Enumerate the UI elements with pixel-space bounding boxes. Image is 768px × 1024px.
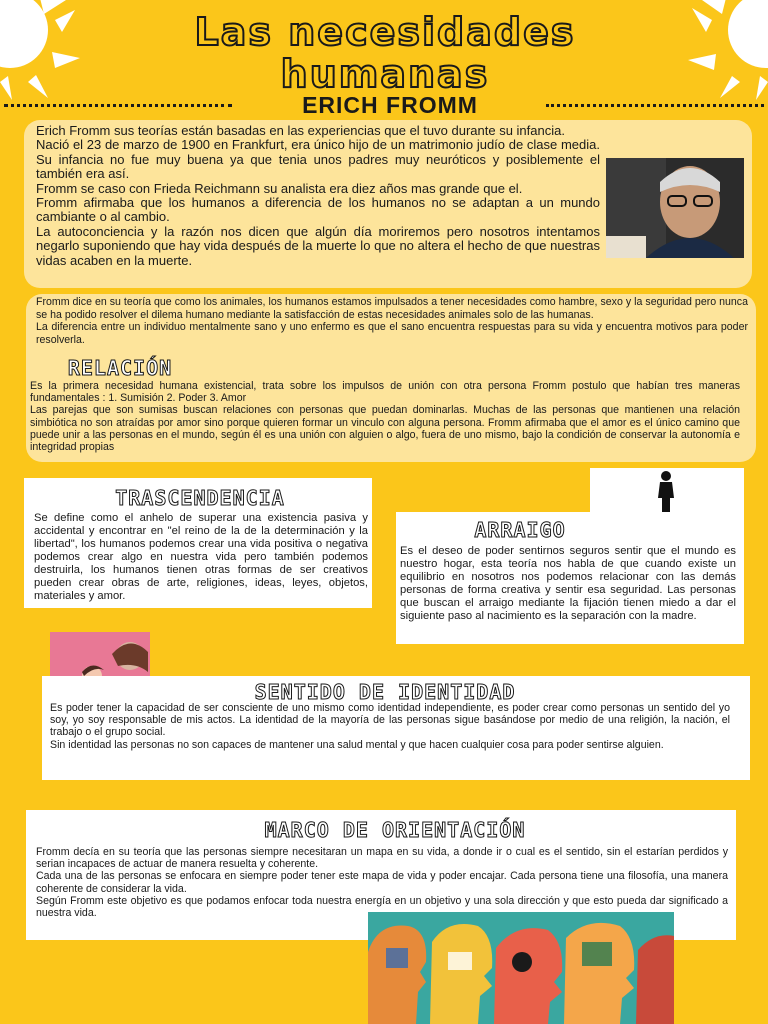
bio-paragraph: Erich Fromm sus teorías están basadas en las experiencias que el tuvo durante su infancia. bbox=[36, 123, 565, 138]
identidad-text bbox=[50, 702, 730, 751]
trascendencia-text: Se define como el anhelo de superar una existencia pasiva y accidental y encontrar en "el reino de la de la determinación y la libertad", los humanos podemos crear una vida positiva o negativa podemos crear algo en nuestra vida pero también podemos destruirla, los humanos tienen otras formas de ser creativos pueden crear obras de arte, religiones, ideas, leyes, objetos, materiales y amor. bbox=[34, 512, 368, 602]
relacion-paragraph: Es la primera necesidad humana existencial, trata sobre los impulsos de unión con otra persona Fromm postulo que habían tres maneras fundamentales : 1. Sumisión 2. Poder 3. Amor bbox=[30, 380, 740, 405]
intro-text bbox=[36, 296, 748, 346]
orientacion-text bbox=[36, 846, 728, 919]
divider-right bbox=[546, 104, 764, 107]
subtitle-author: ERICH FROMM bbox=[302, 92, 478, 118]
orientacion-paragraph: Cada una de las personas se enfocara en siempre poder tener este mapa de vida y poder encajar. Cada persona tiene una filosofía, una manera coherente de considerar la vida. bbox=[36, 870, 728, 895]
bio-paragraph: Fromm afirmaba que los humanos a diferencia de los humanos no se adaptan a un mundo cambiante o al cambio. bbox=[36, 195, 600, 225]
sun-left-icon bbox=[0, 0, 110, 100]
intro-paragraph: Fromm dice en su teoría que como los animales, los humanos estamos impulsados a tener necesidades como hambre, sexo y la seguridad pero nunca se ha podido resolver el dilema humano mediante la satisfacción de estas necesidades animales solo de las humanas. bbox=[36, 296, 748, 321]
relacion-paragraph: Las parejas que son sumisas buscan relaciones con personas que puedan dominarlas. Muchas de las personas que mantienen una relación simbiótica no son atraídas por amor sino porque quieren formar un vinculo con alguna persona. Fromm afirmaba que el amor es el único camino que puede unir a las personas en el mundo, según él es una unión con alguien o algo, fuera de uno mismo, bajo la condición de conservar la autonomía e integridad propias bbox=[30, 404, 740, 454]
fromm-portrait-image bbox=[606, 158, 744, 258]
relacion-text bbox=[30, 380, 740, 453]
divider-left bbox=[4, 104, 232, 107]
orientacion-heading: MARCO DE ORIENTACIÓN bbox=[264, 818, 526, 842]
identidad-paragraph: Es poder tener la capacidad de ser consciente de uno mismo como identidad independiente, es poder crear como personas un sentido del yo soy, yo soy responsable de mis actos. La identidad de la mayoría de las personas sigue basándose por medio de una religión, la nación, el trabajo o el grupo social. bbox=[50, 702, 730, 739]
identidad-heading: SENTIDO DE IDENTIDAD bbox=[254, 680, 516, 704]
intro-paragraph: La diferencia entre un individuo mentalmente sano y uno enfermo es que el sano encuentra respuestas para su vida y encuentra motivos para poder resolverla. bbox=[36, 321, 748, 346]
bio-text bbox=[36, 124, 600, 268]
identidad-paragraph: Sin identidad las personas no son capaces de mantener una salud mental y que hacen cualquier cosa para poder sentirse alguien. bbox=[50, 738, 664, 751]
heads-illustration-image bbox=[368, 912, 674, 1024]
poster-title-line2: humanas bbox=[280, 52, 490, 96]
relacion-heading: RELACIÓN bbox=[67, 356, 173, 380]
orientacion-paragraph: Fromm decía en su teoría que las personas siempre necesitaran un mapa en su vida, a donde ir o cual es el sentido, sin el estarían perdidos y serian incapaces de actuar de manera resuelta y coherente. bbox=[36, 846, 728, 871]
bio-paragraph: La autoconciencia y la razón nos dicen que algún día moriremos pero nosotros intentamos negarlo suponiendo que hay vida después de la muerte lo que no altera el hecho de que nuestras vidas acaben en la muerte. bbox=[36, 223, 600, 268]
arraigo-text: Es el deseo de poder sentirnos seguros sentir que el mundo es nuestro hogar, esta teoría nos habla de que cuando existe un equilibrio en nosotros nos podemos relacionar con las demás personas de forma creativa y sentir esa seguridad. Las personas que buscan el arraigo mediante la fijación tienen miedo a dar el siguiente paso al nacimiento es la separación con la madre. bbox=[400, 545, 736, 622]
arraigo-heading: ARRAIGO bbox=[474, 518, 566, 542]
sun-right-icon bbox=[680, 0, 768, 100]
bio-paragraph: Fromm se caso con Frieda Reichmann su analista era diez años mas grande que el. bbox=[36, 180, 523, 196]
poster-title-line1: Las necesidades bbox=[194, 10, 576, 54]
orientacion-paragraph: Según Fromm este objetivo es que podamos enfocar toda nuestra energía en un objetivo y una sola dirección y que esto pueda dar significado a nuestra vida. bbox=[36, 894, 728, 920]
trascendencia-heading: TRASCENDENCIA bbox=[115, 486, 285, 510]
bio-paragraph: Nació el 23 de marzo de 1900 en Frankfurt, era único hijo de un matrimonio judío de clase media. Su infancia no fue muy buena ya que tenia unos padres muy neuróticos y posiblemente el también era así. bbox=[36, 137, 600, 182]
